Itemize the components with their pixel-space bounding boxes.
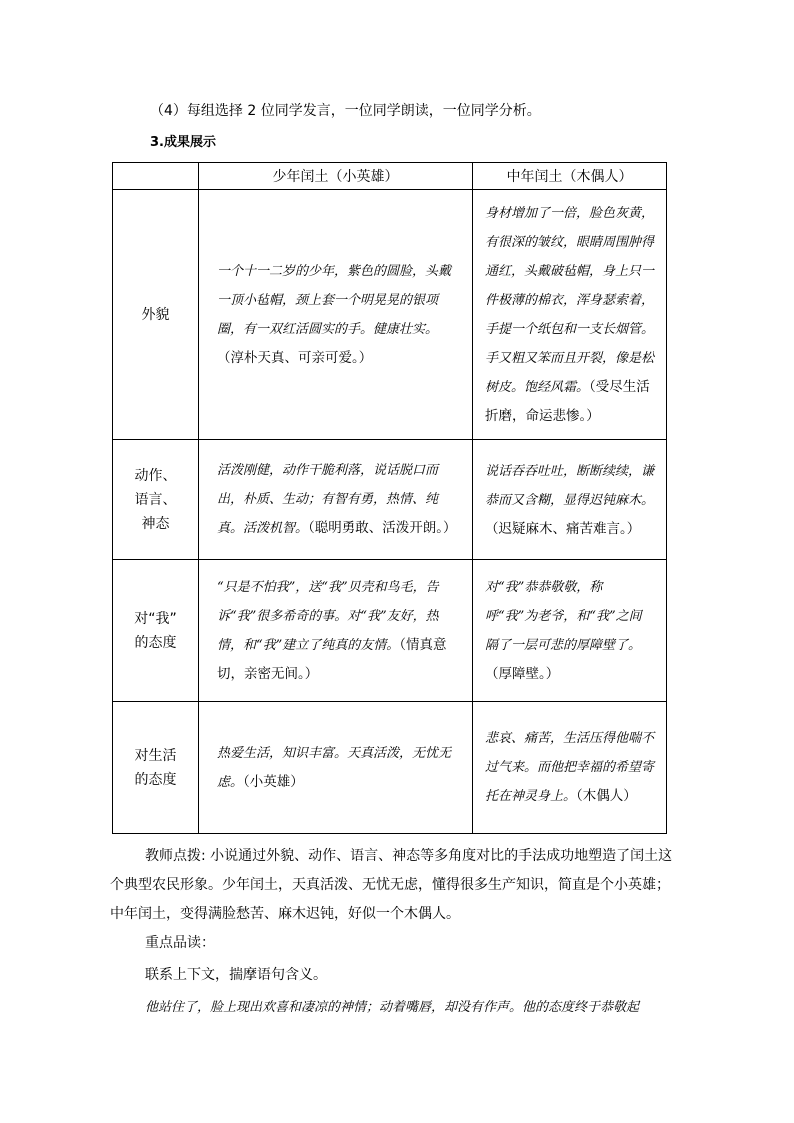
young-attitude-note: （情真意切，亲密无间。）	[217, 637, 447, 682]
old-action-note: （迟疑麻木、痛苦难言。）	[485, 520, 641, 537]
young-attitude-cell	[199, 560, 473, 702]
young-life-text: 热爱生活，知识丰富。天真活泼，无忧无虑。	[217, 745, 452, 790]
teacher-comment	[110, 842, 675, 929]
row-label-action: 动作、 语言、 神态	[113, 440, 199, 560]
young-attitude-text: “只是不怕我”，送“我”贝壳和鸟毛，告诉“我”很多希奇的事。对“我”友好，热情，和“我”建立了纯真的友情。	[217, 580, 439, 653]
teacher-label: 教师点拨:	[145, 848, 206, 864]
table-header-row	[113, 163, 667, 190]
old-action-cell	[473, 440, 667, 560]
young-action-cell	[199, 440, 473, 560]
old-life-text: 悲哀、痛苦，生活压得他喘不过气来。而他把幸福的希望寄托在神灵身上。	[485, 731, 655, 804]
old-life-cell	[473, 702, 667, 834]
young-action-text: 活泼刚健，动作干脆利落，说话脱口而出，朴质、生动；有智有勇，热情、纯真。活泼机智。	[217, 463, 439, 536]
row-label-attitude-life: 对生活 的态度	[113, 702, 199, 834]
young-life-note: （小英雄）	[243, 773, 304, 790]
old-attitude-cell	[473, 560, 667, 702]
old-appearance-cell	[473, 190, 667, 440]
old-action-text: 说话吞吞吐吐，断断续续，谦恭而又含糊，显得迟钝麻木。	[485, 463, 655, 508]
step-4-text: （4）每组选择 2 位同学发言，一位同学朗读，一位同学分析。	[150, 103, 541, 119]
old-life-note: （木偶人）	[576, 788, 637, 804]
section-title: 3.成果展示	[150, 135, 216, 150]
col-header-old: 中年闰土（木偶人）	[473, 163, 667, 190]
focus-title: 重点品读：	[145, 935, 215, 951]
young-appearance-note: （淳朴天真、可亲可爱。）	[217, 350, 373, 366]
young-life-cell	[199, 702, 473, 834]
young-action-note: （聪明勇敢、活泼开朗。）	[308, 520, 457, 536]
teacher-text: 小说通过外貌、动作、语言、神态等多角度对比的手法成功地塑造了闰土这个典型农民形象。少年闰土，天真活泼、无忧无虑，懂得很多生产知识，简直是个小英雄；中年闰土，变得满脸愁苦、麻木迟钝，好似一个木偶人。	[110, 848, 673, 922]
row-label-attitude-me: 对“我” 的态度	[113, 560, 199, 702]
young-appearance-text: 一个十一二岁的少年，紫色的圆脸，头戴一顶小毡帽，颈上套一个明晃晃的银项圈，有一双红活圆实的手。健康壮实。	[217, 264, 452, 337]
young-appearance-cell	[199, 190, 473, 440]
comparison-table	[112, 162, 667, 834]
old-attitude-note: （厚障壁。）	[485, 666, 560, 682]
col-header-young: 少年闰土（小英雄）	[199, 163, 473, 190]
row-label-appearance: 外貌	[113, 190, 199, 440]
table-row	[113, 440, 667, 560]
corner-cell	[113, 163, 199, 190]
table-row	[113, 190, 667, 440]
old-attitude-text: 对“我”恭恭敬敬，称呼“我”为老爷，和“我”之间隔了一层可悲的厚障壁了。	[485, 580, 642, 653]
focus-task: 联系上下文，揣摩语句含义。	[145, 967, 327, 983]
old-appearance-note: （受尽生活折磨，命运悲惨。）	[485, 379, 650, 424]
table-row	[113, 702, 667, 834]
table-row	[113, 560, 667, 702]
quote-text: 他站住了，脸上现出欢喜和凄凉的神情；动着嘴唇，却没有作声。他的态度终于恭敬起	[145, 1000, 640, 1015]
old-appearance-text: 身材增加了一倍，脸色灰黄，有很深的皱纹，眼睛周围肿得通红，头戴破毡帽，身上只一件极薄的棉衣，浑身瑟索着，手提一个纸包和一支长烟管。手又粗又笨而且开裂，像是松树皮。饱经风霜。	[485, 206, 655, 395]
